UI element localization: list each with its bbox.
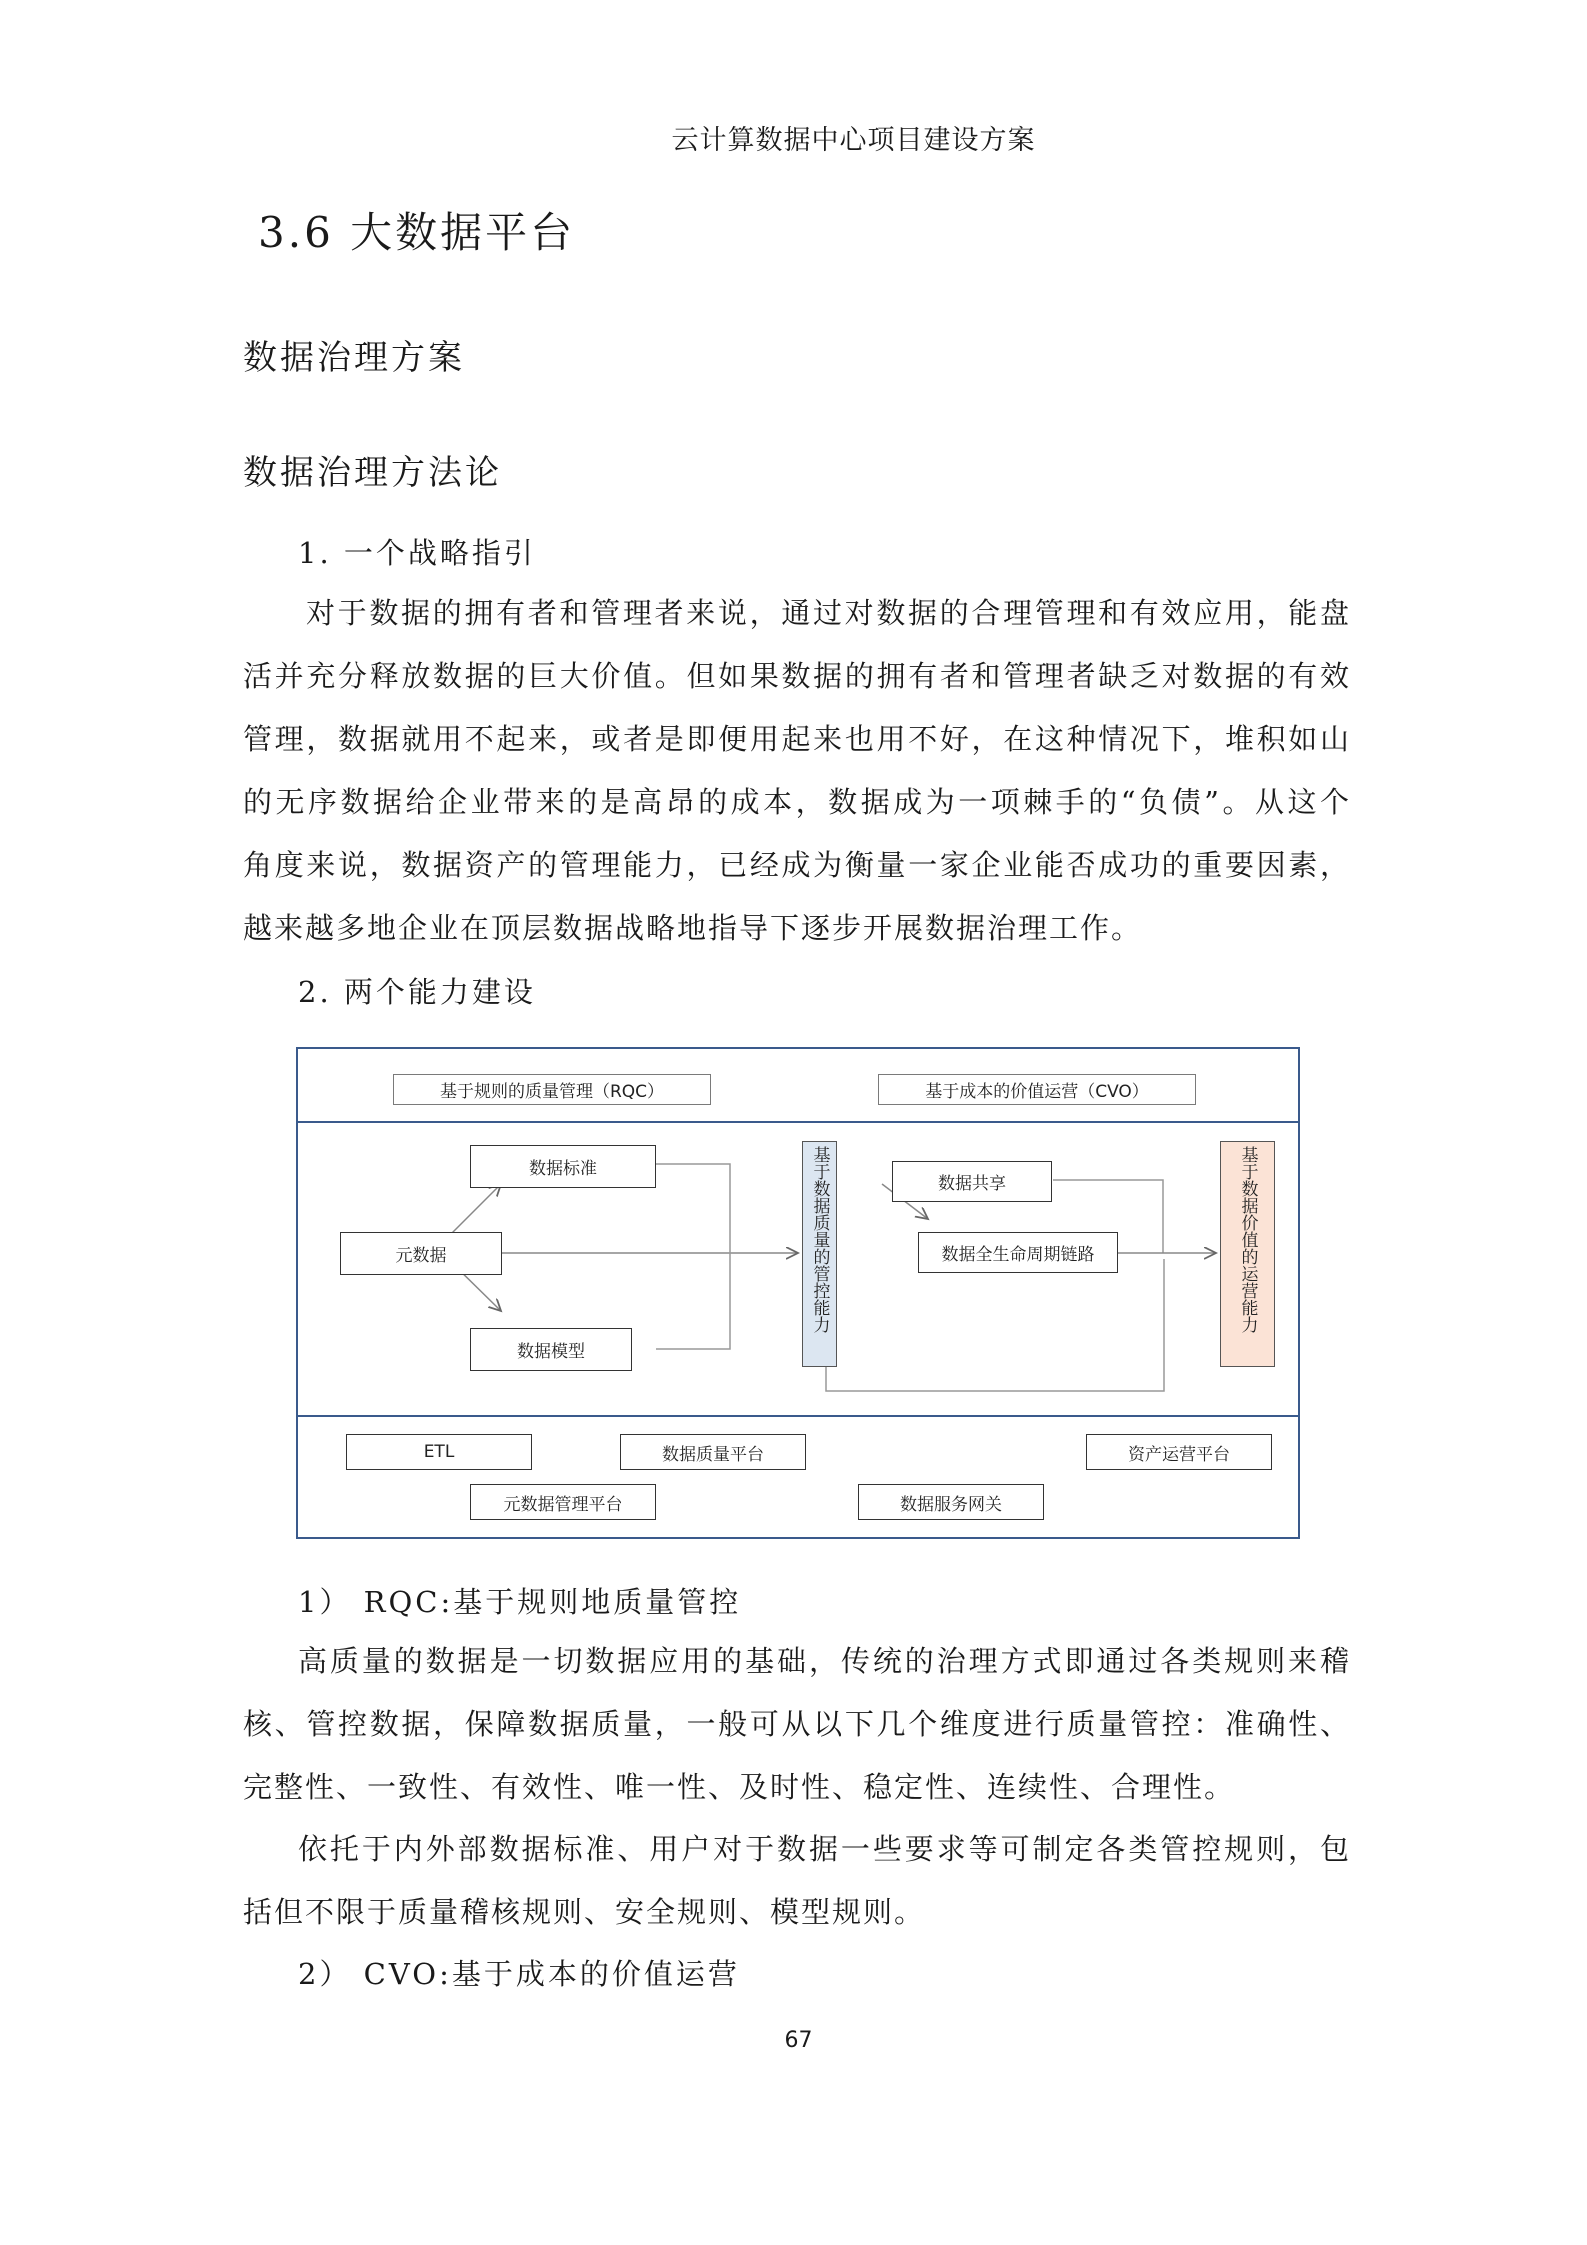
cvo-box: 基于成本的价值运营（CVO） <box>878 1074 1196 1105</box>
subtitle-data-governance: 数据治理方案 <box>243 338 465 378</box>
gateway-box: 数据服务网关 <box>858 1484 1044 1520</box>
subtitle-methodology: 数据治理方法论 <box>243 453 502 493</box>
rqc-paragraph-1 <box>243 1630 1351 1819</box>
line-std-quality <box>656 1164 730 1253</box>
paragraph-line: 高质量的数据是一切数据应用的基础，传统的治理方式即通过各类规则来稽 <box>298 1644 1351 1678</box>
asset-platform-box: 资产运营平台 <box>1086 1434 1272 1470</box>
paragraph-line: 依托于内外部数据标准、用户对于数据一些要求等可制定各类管控规则，包 <box>298 1832 1351 1866</box>
lifecycle-box: 数据全生命周期链路 <box>918 1232 1118 1273</box>
paragraph-line: 越来越多地企业在顶层数据战略地指导下逐步开展数据治理工作。 <box>243 911 1143 945</box>
rqc-box: 基于规则的质量管理（RQC） <box>393 1074 711 1105</box>
cvo-heading: 2） CVO:基于成本的价值运营 <box>298 1957 740 1991</box>
paragraph-line: 的无序数据给企业带来的是高昂的成本，数据成为一项棘手的“负债”。从这个 <box>243 785 1351 819</box>
item2-heading: 2. 两个能力建设 <box>298 975 536 1009</box>
line-quality-loop <box>826 1259 1164 1391</box>
section-title: 3.6 大数据平台 <box>258 208 576 257</box>
paragraph-line: 括但不限于质量稽核规则、安全规则、模型规则。 <box>243 1895 926 1929</box>
etl-box: ETL <box>346 1434 532 1470</box>
dq-platform-box: 数据质量平台 <box>620 1434 806 1470</box>
line-model-quality <box>656 1253 730 1349</box>
data-standard-box: 数据标准 <box>470 1145 656 1188</box>
paragraph-line: 完整性、一致性、有效性、唯一性、及时性、稳定性、连续性、合理性。 <box>243 1770 1236 1804</box>
paragraph-line: 管理，数据就用不起来，或者是即便用起来也用不好，在这种情况下，堆积如山 <box>243 722 1351 756</box>
data-share-box: 数据共享 <box>892 1161 1052 1202</box>
rqc-paragraph-2 <box>243 1818 1351 1944</box>
paragraph-line: 角度来说，数据资产的管理能力，已经成为衡量一家企业能否成功的重要因素， <box>243 848 1351 882</box>
quality-control-box: 基于数据质量的管控能力 <box>802 1141 837 1367</box>
paragraph-line: 核、管控数据，保障数据质量，一般可从以下几个维度进行质量管控：准确性、 <box>243 1707 1351 1741</box>
governance-diagram <box>296 1047 1300 1539</box>
page-number: 67 <box>784 2028 813 2053</box>
rqc-heading: 1） RQC:基于规则地质量管控 <box>298 1585 742 1619</box>
paragraph-line: 活并充分释放数据的巨大价值。但如果数据的拥有者和管理者缺乏对数据的有效 <box>243 659 1351 693</box>
data-model-box: 数据模型 <box>470 1328 632 1371</box>
paragraph-line: 对于数据的拥有者和管理者来说，通过对数据的合理管理和有效应用，能盘 <box>306 596 1351 630</box>
meta-platform-box: 元数据管理平台 <box>470 1484 656 1520</box>
metadata-box: 元数据 <box>340 1232 502 1275</box>
value-ops-box: 基于数据价值的运营能力 <box>1220 1141 1275 1367</box>
item1-paragraph <box>243 582 1351 960</box>
page-header: 云计算数据中心项目建设方案 <box>671 125 1036 156</box>
item1-heading: 1. 一个战略指引 <box>298 536 536 570</box>
arrow-meta-std <box>446 1184 501 1239</box>
